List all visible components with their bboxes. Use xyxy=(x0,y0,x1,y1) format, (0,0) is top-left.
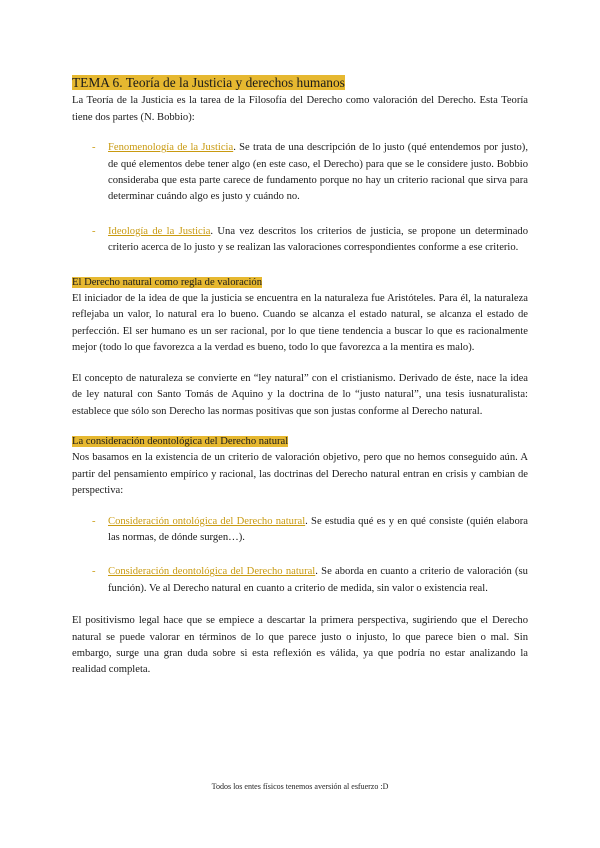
term-link: Consideración ontológica del Derecho natural xyxy=(108,515,306,527)
section1-paragraph-2: El concepto de naturaleza se convierte en “ley natural” con el cristianismo. Derivado de éste, nace la idea de ley natural con Santo Tomás de Aquino y la doctrina de lo “justo natural”, una tesis iusnaturalista: establece que sólo son Derecho las normas positivas que son justas conforme al Derecho natural. xyxy=(72,372,528,417)
term-link: Ideología de la Justicia xyxy=(108,225,211,237)
list-item xyxy=(72,224,528,257)
section-heading-text: La consideración deontológica del Derecho natural xyxy=(72,435,289,447)
item-text: . Se estudia qué es y en qué consiste (quién elabora las normas, de dónde surgen…). xyxy=(108,515,528,543)
section-heading-text: El Derecho natural como regla de valoración xyxy=(72,276,263,288)
dash-bullet: - xyxy=(92,142,96,154)
page-footer: Todos los entes físicos tenemos aversión al esfuerzo :D xyxy=(211,782,389,791)
section-heading-1 xyxy=(72,275,528,291)
section2-paragraph-1: Nos basamos en la existencia de un criterio de valoración objetivo, pero que no hemos conseguido aún. A partir del pensamiento empírico y racional, las doctrinas del Derecho natural entran en crisis y cambian de perspectiva: xyxy=(72,452,528,497)
intro-list xyxy=(72,140,528,256)
list-item xyxy=(72,514,528,547)
item-text: . Se trata de una descripción de lo justo (qué entendemos por justo), de qué elementos debe tener algo (en este caso, el Derecho) para que se le considere justo. Bobbio consideraba que esta parte carece de fundamento porque no hay un criterio racional que sirva para determinar cuándo algo es justo y cuándo no. xyxy=(108,142,528,203)
item-text: . Se aborda en cuanto a criterio de valoración (su función). Ve al Derecho natural en cuanto a criterio de medida, sin valor o existencia real. xyxy=(108,566,528,594)
section-heading-2 xyxy=(72,434,528,450)
title-block xyxy=(72,74,528,93)
list-item xyxy=(72,564,528,597)
intro-paragraph: La Teoría de la Justicia es la tarea de la Filosofía del Derecho como valoración del Derecho. Esta Teoría tiene dos partes (N. Bobbio): xyxy=(72,95,528,123)
document-content xyxy=(72,74,528,679)
dash-bullet: - xyxy=(92,515,96,527)
dash-bullet: - xyxy=(92,225,96,237)
term-link: Fenomenología de la Justicia xyxy=(108,142,234,154)
term-link: Consideración deontológica del Derecho natural xyxy=(108,566,316,578)
item-text: . Una vez descritos los criterios de justicia, se propone un determinado criterio acerca de lo justo y se realizan las valoraciones correspondientes conforme a ese criterio. xyxy=(108,225,529,254)
page-title: TEMA 6. Teoría de la Justicia y derechos humanos xyxy=(72,75,345,90)
dash-bullet: - xyxy=(92,566,96,578)
list-item xyxy=(72,140,528,206)
section2-paragraph-2: El positivismo legal hace que se empiece a descartar la primera perspectiva, sugiriendo que el Derecho natural se puede valorar en términos de lo que parece justo o injusto, lo que parece bien o mal. Sin embargo, surge una gran duda sobre si esta reflexión es válida, ya que podría no estar analizando la realidad completa. xyxy=(72,615,528,676)
section1-paragraph-1: El iniciador de la idea de que la justicia se encuentra en la naturaleza fue Aristóteles. Para él, la naturaleza reflejaba un valor, lo natural era lo bueno. Cuando se alcanza el estado natural, se alcanza el estado de perfección. El ser humano es un ser racional, por lo que tiene tendencia a buscar lo que es racionalmente mejor (todo lo que favorezca a la verdad es bueno, todo lo que favorezca a la mentira es malo). xyxy=(72,293,528,354)
section2-list xyxy=(72,514,528,598)
